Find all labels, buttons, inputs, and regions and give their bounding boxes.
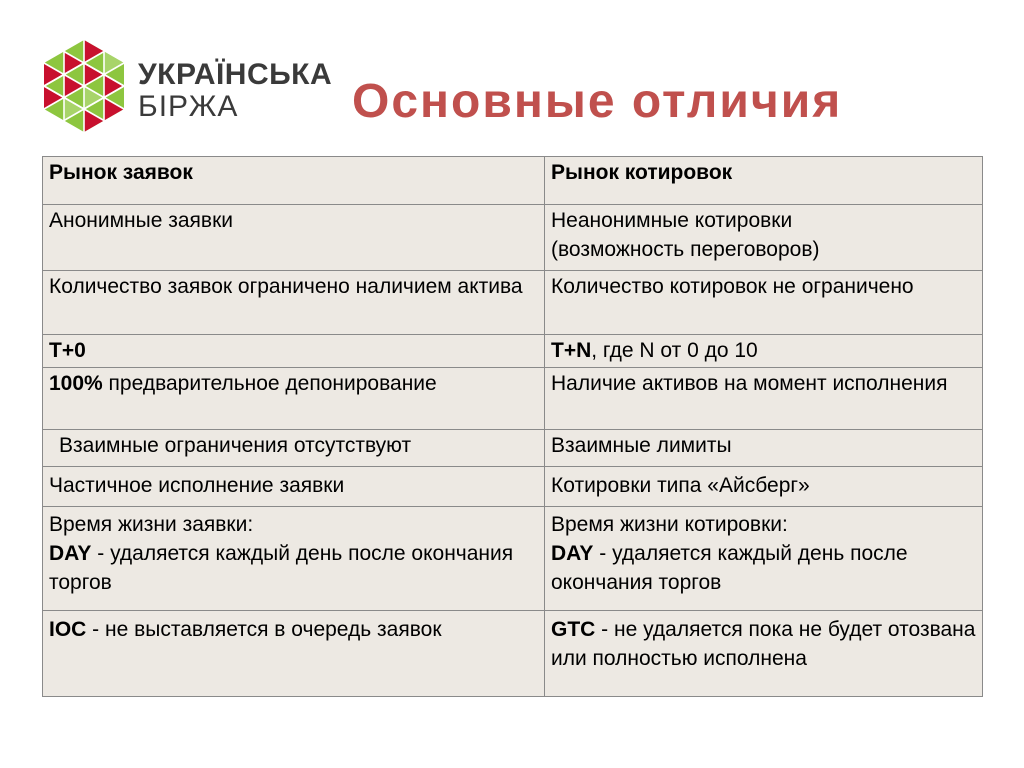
cell-no-mutual-limits xyxy=(43,430,545,467)
comparison-table xyxy=(42,156,983,697)
settlement-tn-text: , где N от 0 до 10 xyxy=(591,339,758,362)
cell-text-line: (возможность переговоров) xyxy=(551,238,820,261)
header-orders-market: Рынок заявок xyxy=(43,157,545,205)
cell-ioc xyxy=(43,611,545,697)
table-row xyxy=(43,467,983,507)
cell-partial-execution: Частичное исполнение заявки xyxy=(43,467,545,507)
table-row xyxy=(43,368,983,430)
prepayment-percent: 100% xyxy=(49,372,103,395)
cell-order-lifetime xyxy=(43,507,545,611)
cell-non-anonymous-quotes xyxy=(545,205,983,271)
cell-iceberg-quotes: Котировки типа «Айсберг» xyxy=(545,467,983,507)
cell-anonymous-orders: Анонимные заявки xyxy=(43,205,545,271)
cell-quotes-unlimited: Количество котировок не ограничено xyxy=(545,271,983,335)
logo-text-line1: УКРАЇНСЬКА xyxy=(138,58,333,91)
table-header-row xyxy=(43,157,983,205)
cell-quote-lifetime xyxy=(545,507,983,611)
settlement-tn-label: T+N xyxy=(551,339,592,362)
cell-prepayment xyxy=(43,368,545,430)
order-day-text: - удаляется каждый день после окончания торгов xyxy=(49,542,514,594)
quote-day-text: - удаляется каждый день после окончания торгов xyxy=(551,542,908,594)
cell-settlement-tn xyxy=(545,335,983,368)
table-row xyxy=(43,271,983,335)
slide-title: Основные отличия xyxy=(352,75,843,128)
cell-orders-limited: Количество заявок ограничено наличием актива xyxy=(43,271,545,335)
table-row xyxy=(43,335,983,368)
settlement-t0-label: Т+0 xyxy=(49,339,86,362)
logo-hexagon-icon xyxy=(34,36,134,136)
logo-text-line2: БІРЖА xyxy=(138,90,239,123)
gtc-text: - не удаляется пока не будет отозвана или полностью исполнена xyxy=(551,618,976,670)
exchange-logo xyxy=(34,36,364,138)
order-lifetime-heading: Время жизни заявки: xyxy=(49,513,254,536)
cell-settlement-t0 xyxy=(43,335,545,368)
order-day-label: DAY xyxy=(49,542,92,565)
prepayment-text: предварительное депонирование xyxy=(102,372,437,395)
table-row xyxy=(43,507,983,611)
quote-day-label: DAY xyxy=(551,542,594,565)
table-row xyxy=(43,205,983,271)
table-row xyxy=(43,430,983,467)
quote-lifetime-heading: Время жизни котировки: xyxy=(551,513,788,536)
no-mutual-limits-text: Взаимные ограничения отсутствуют xyxy=(59,434,412,457)
cell-assets-at-execution: Наличие активов на момент исполнения xyxy=(545,368,983,430)
cell-text-line: Неанонимные котировки xyxy=(551,209,793,232)
ioc-text: - не выставляется в очередь заявок xyxy=(86,618,442,641)
ioc-label: IOC xyxy=(49,618,87,641)
cell-mutual-limits: Взаимные лимиты xyxy=(545,430,983,467)
cell-gtc xyxy=(545,611,983,697)
header-quotes-market: Рынок котировок xyxy=(545,157,983,205)
table-row xyxy=(43,611,983,697)
gtc-label: GTC xyxy=(551,618,596,641)
